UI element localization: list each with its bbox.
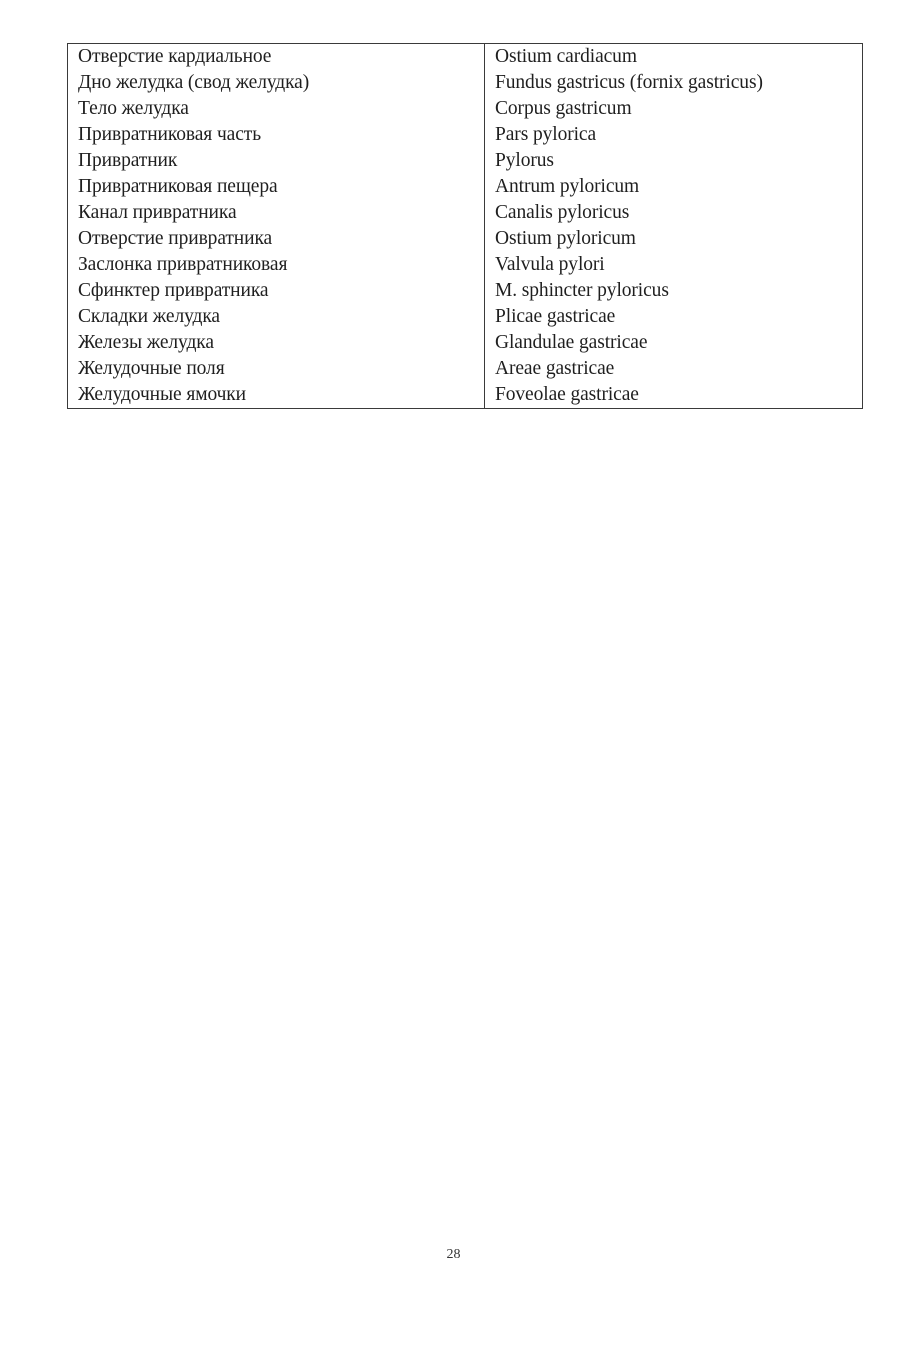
russian-term-cell: Дно желудка (свод желудка)	[68, 70, 485, 96]
table-row	[68, 174, 863, 200]
latin-term-cell: M. sphincter pyloricus	[495, 280, 669, 301]
russian-term-cell: Отверстие привратника	[68, 226, 485, 252]
latin-term-cell: Ostium pyloricum	[495, 228, 636, 249]
russian-term-cell: Привратниковая часть	[68, 122, 485, 148]
terminology-table	[67, 43, 863, 409]
latin-term-cell: Glandulae gastricae	[495, 332, 648, 353]
table-row	[68, 278, 863, 304]
russian-term-cell: Тело желудка	[68, 96, 485, 122]
table-row	[68, 148, 863, 174]
latin-term-cell: Ostium cardiacum	[495, 46, 637, 67]
table-row	[68, 356, 863, 382]
russian-term-cell: Канал привратника	[68, 200, 485, 226]
table-row	[68, 122, 863, 148]
table-row	[68, 44, 863, 71]
russian-term-cell: Отверстие кардиальное	[68, 44, 485, 71]
russian-term-cell: Желудочные ямочки	[68, 382, 485, 409]
latin-term-cell: Corpus gastricum	[495, 98, 632, 119]
latin-term-cell: Fundus gastricus (fornix gastricus)	[495, 72, 763, 93]
latin-term-cell: Antrum pyloricum	[495, 176, 640, 197]
table-row	[68, 304, 863, 330]
table-row	[68, 226, 863, 252]
latin-term-cell: Areae gastricae	[495, 358, 615, 379]
table-row	[68, 382, 863, 409]
table-row	[68, 252, 863, 278]
russian-term-cell: Желудочные поля	[68, 356, 485, 382]
latin-term-cell: Pars pylorica	[495, 124, 597, 145]
russian-term-cell: Складки желудка	[68, 304, 485, 330]
russian-term-cell: Привратниковая пещера	[68, 174, 485, 200]
table-row	[68, 200, 863, 226]
latin-term-cell: Pylorus	[495, 150, 554, 171]
table-row	[68, 70, 863, 96]
russian-term-cell: Сфинктер привратника	[68, 278, 485, 304]
latin-term-cell: Canalis pyloricus	[495, 202, 630, 223]
page-number: 28	[446, 1247, 461, 1262]
table-row	[68, 96, 863, 122]
latin-term-cell: Plicae gastricae	[495, 306, 616, 327]
russian-term-cell: Привратник	[68, 148, 485, 174]
latin-term-cell: Foveolae gastricae	[495, 384, 639, 405]
table-row	[68, 330, 863, 356]
russian-term-cell: Железы желудка	[68, 330, 485, 356]
russian-term-cell: Заслонка привратниковая	[68, 252, 485, 278]
latin-term-cell: Valvula pylori	[495, 254, 605, 275]
